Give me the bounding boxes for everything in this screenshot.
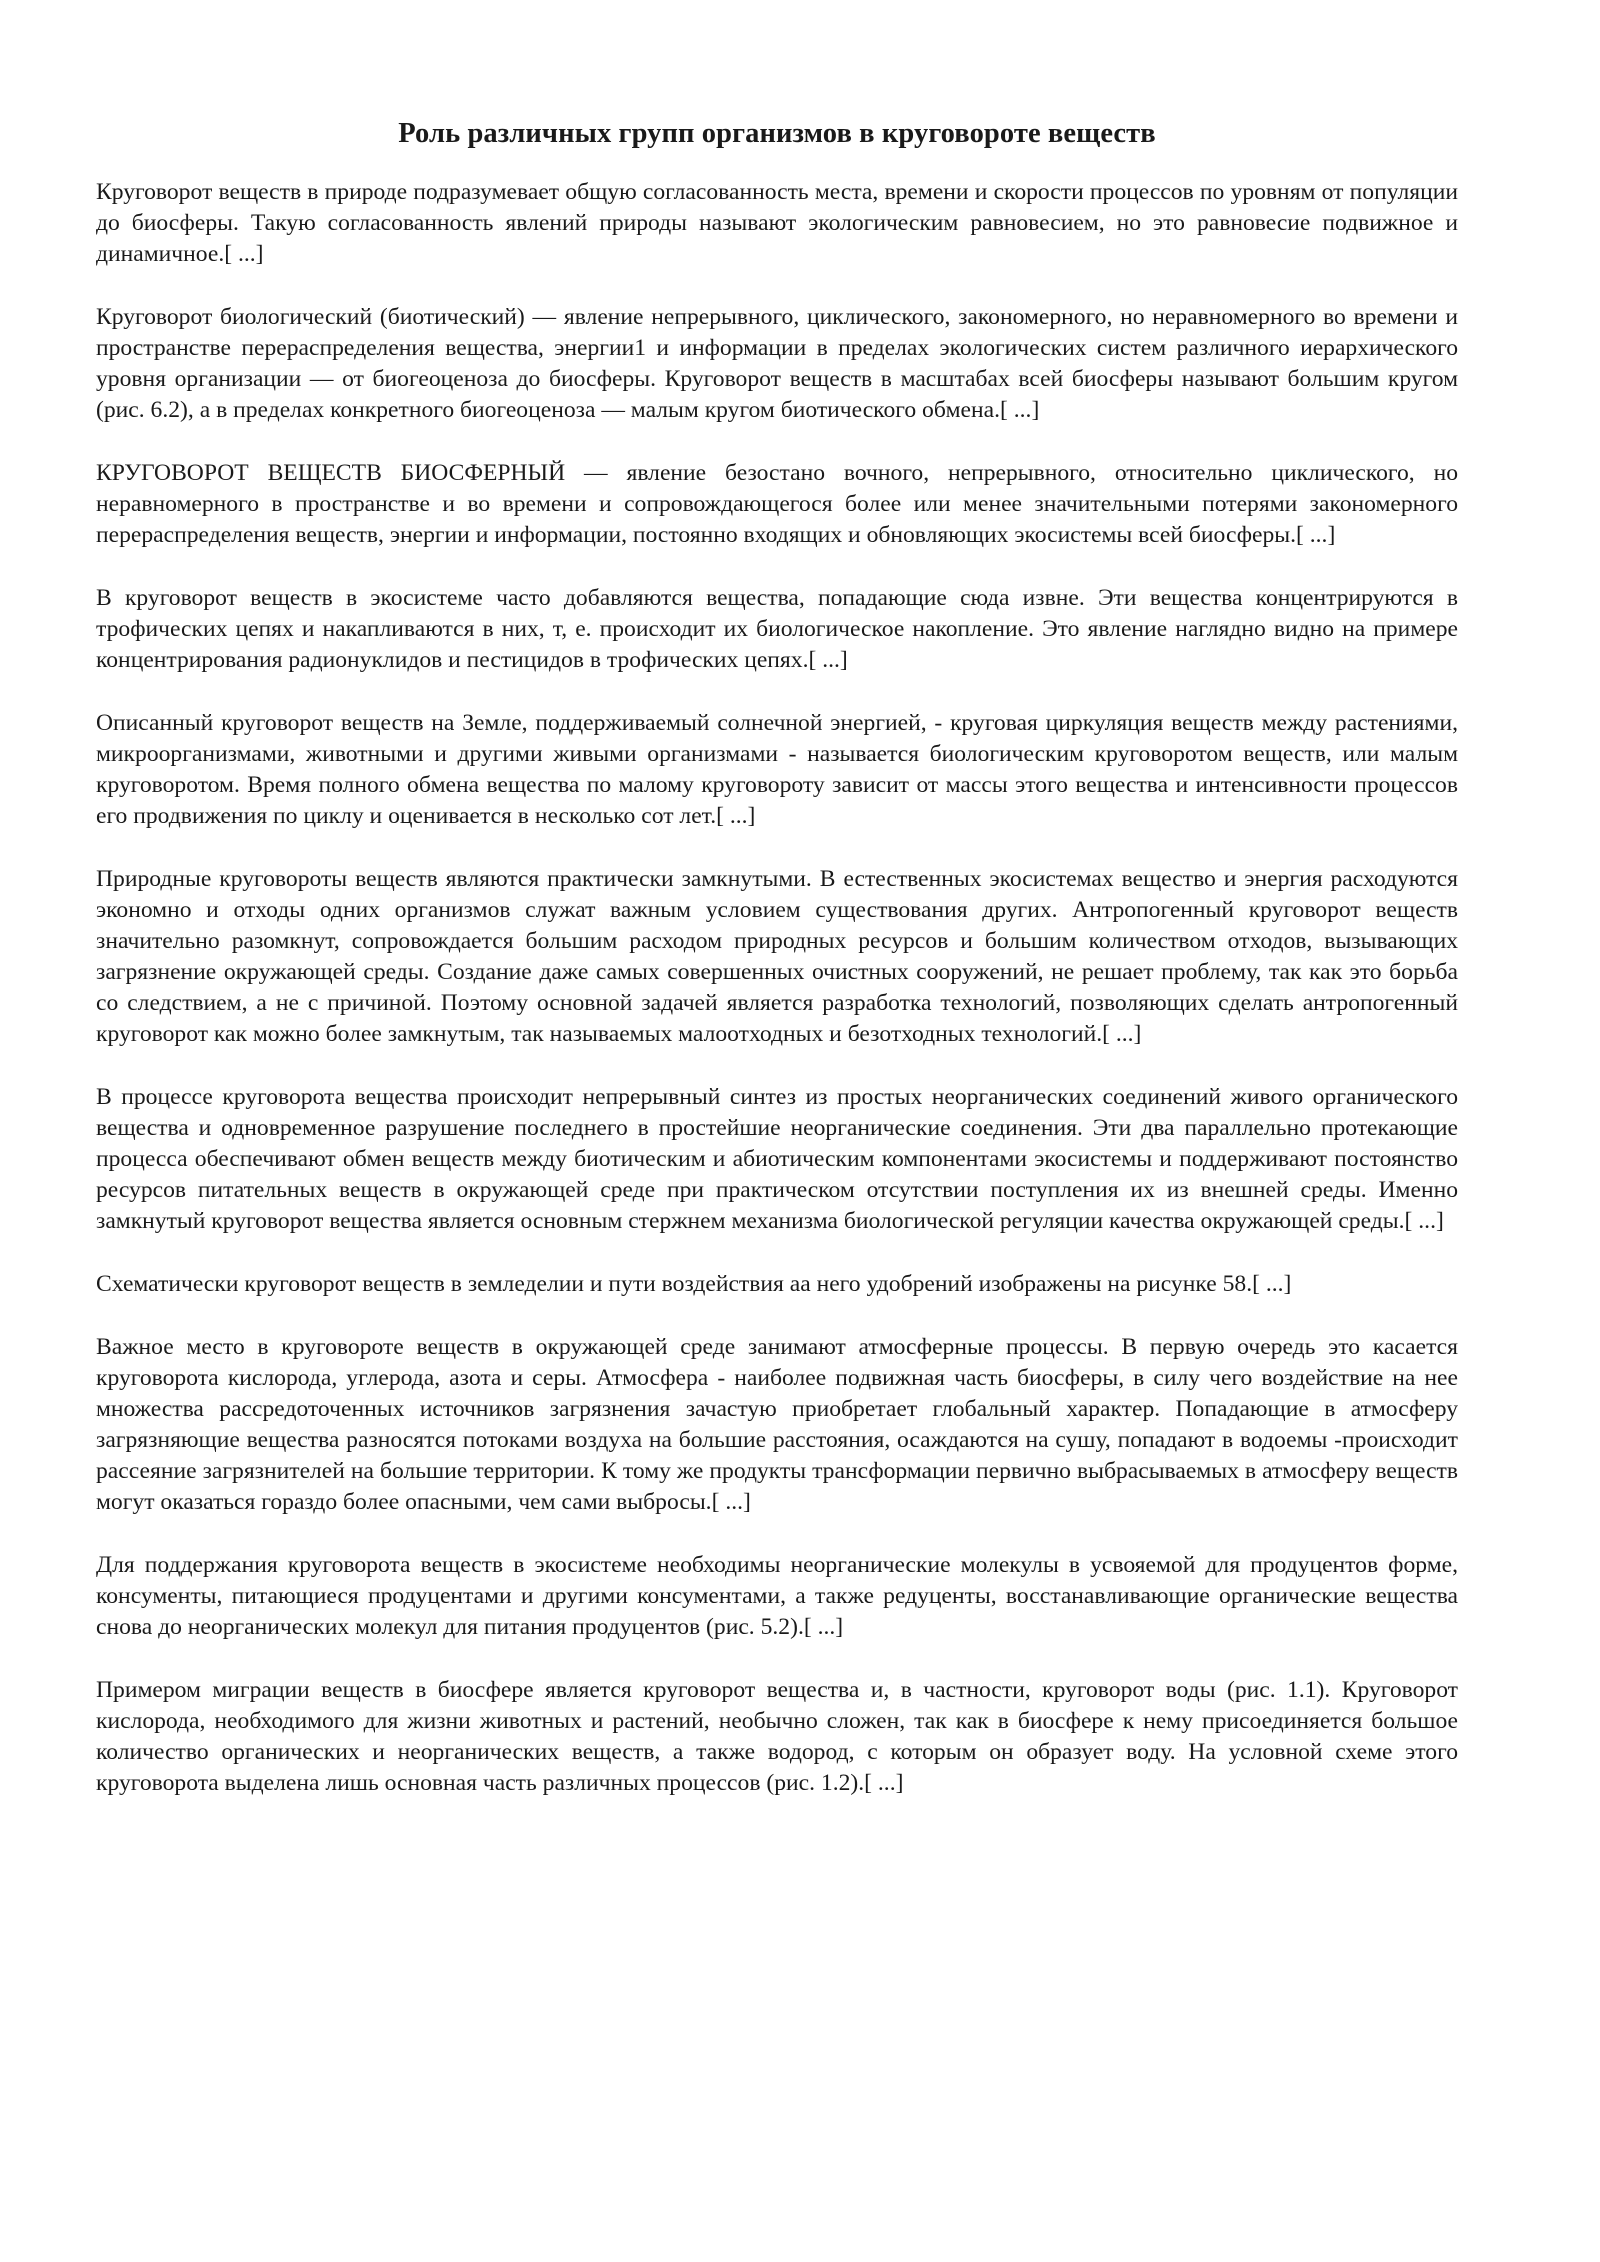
paragraph: Схематически круговорот веществ в земледелии и пути воздействия аа него удобрений изображены на рисунке 58.[ ...] <box>96 1271 1292 1297</box>
paragraph: В процессе круговорота вещества происходит непрерывный синтез из простых неорганических соединений живого органического вещества и одновременное разрушение последнего в простейшие неорганические соединения. Эти два параллельно протекающие процесса обеспечивают обмен веществ между биотическим и абиотическим компонентами экосистемы и поддерживают постоянство ресурсов питательных веществ в окружающей среде при практическом отсутствии поступления их из внешней среды. Именно замкнутый круговорот вещества является основным стержнем механизма биологической регуляции качества окружающей среды.[ ...] <box>96 1084 1458 1234</box>
paragraph: КРУГОВОРОТ ВЕЩЕСТВ БИОСФЕРНЫЙ — явление безостано вочного, непрерывного, относительно циклического, но неравномерного в пространстве и во времени и сопровождающегося более или менее значительными потерями закономерного перераспределения веществ, энергии и информации, постоянно входящих и обновляющих экосистемы всей биосферы.[ ...] <box>96 460 1458 548</box>
paragraph: Для поддержания круговорота веществ в экосистеме необходимы неорганические молекулы в усвояемой для продуцентов форме, консументы, питающиеся продуцентами и другими консументами, а также редуценты, восстанавливающие органические вещества снова до неорганических молекул для питания продуцентов (рис. 5.2).[ ...] <box>96 1552 1458 1640</box>
paragraph: Важное место в круговороте веществ в окружающей среде занимают атмосферные процессы. В первую очередь это касается круговорота кислорода, углерода, азота и серы. Атмосфера - наиболее подвижная часть биосферы, в силу чего воздействие на нее множества рассредоточенных источников загрязнения зачастую приобретает глобальный характер. Попадающие в атмосферу загрязняющие вещества разносятся потоками воздуха на большие расстояния, осаждаются на сушу, попадают в водоемы -происходит рассеяние загрязнителей на большие территории. К тому же продукты трансформации первично выбрасываемых в атмосферу веществ могут оказаться гораздо более опасными, чем сами выбросы.[ ...] <box>96 1334 1458 1515</box>
document-page <box>96 112 1458 1831</box>
paragraph: Круговорот биологический (биотический) — явление непрерывного, циклического, закономерного, но неравномерного во времени и пространстве перераспределения вещества, энергии1 и информации в пределах экологических систем различного иерархического уровня организации — от биогеоценоза до биосферы. Круговорот веществ в масштабах всей биосферы называют большим кругом (рис. 6.2), а в пределах конкретного биогеоценоза — малым кругом биотического обмена.[ ...] <box>96 304 1458 423</box>
paragraph: Описанный круговорот веществ на Земле, поддерживаемый солнечной энергией, - круговая циркуляция веществ между растениями, микроорганизмами, животными и другими живыми организмами - называется биологическим круговоротом веществ, или малым круговоротом. Время полного обмена вещества по малому круговороту зависит от массы этого вещества и интенсивности процессов его продвижения по циклу и оценивается в несколько сот лет.[ ...] <box>96 710 1458 829</box>
document-title: Роль различных групп организмов в круговороте веществ <box>398 118 1156 149</box>
paragraph: Природные круговороты веществ являются практически замкнутыми. В естественных экосистемах вещество и энергия расходуются экономно и отходы одних организмов служат важным условием существования других. Антропогенный круговорот веществ значительно разомкнут, сопровождается большим расходом природных ресурсов и большим количеством отходов, вызывающих загрязнение окружающей среды. Создание даже самых совершенных очистных сооружений, не решает проблему, так как это борьба со следствием, а не с причиной. Поэтому основной задачей является разработка технологий, позволяющих сделать антропогенный круговорот как можно более замкнутым, так называемых малоотходных и безотходных технологий.[ ...] <box>96 866 1458 1047</box>
paragraph: Круговорот веществ в природе подразумевает общую согласованность места, времени и скорости процессов по уровням от популяции до биосферы. Такую согласованность явлений природы называют экологическим равновесием, но это равновесие подвижное и динамичное.[ ...] <box>96 179 1458 267</box>
paragraph: В круговорот веществ в экосистеме часто добавляются вещества, попадающие сюда извне. Эти вещества концентрируются в трофических цепях и накапливаются в них, т, е. происходит их биологическое накопление. Это явление наглядно видно на примере концентрирования радионуклидов и пестицидов в трофических цепях.[ ...] <box>96 585 1458 673</box>
paragraph: Примером миграции веществ в биосфере является круговорот вещества и, в частности, круговорот воды (рис. 1.1). Круговорот кислорода, необходимого для жизни животных и растений, необычно сложен, так как в биосфере к нему присоединяется большое количество органических и неорганических веществ, а также водород, с которым он образует воду. На условной схеме этого круговорота выделена лишь основная часть различных процессов (рис. 1.2).[ ...] <box>96 1677 1458 1796</box>
